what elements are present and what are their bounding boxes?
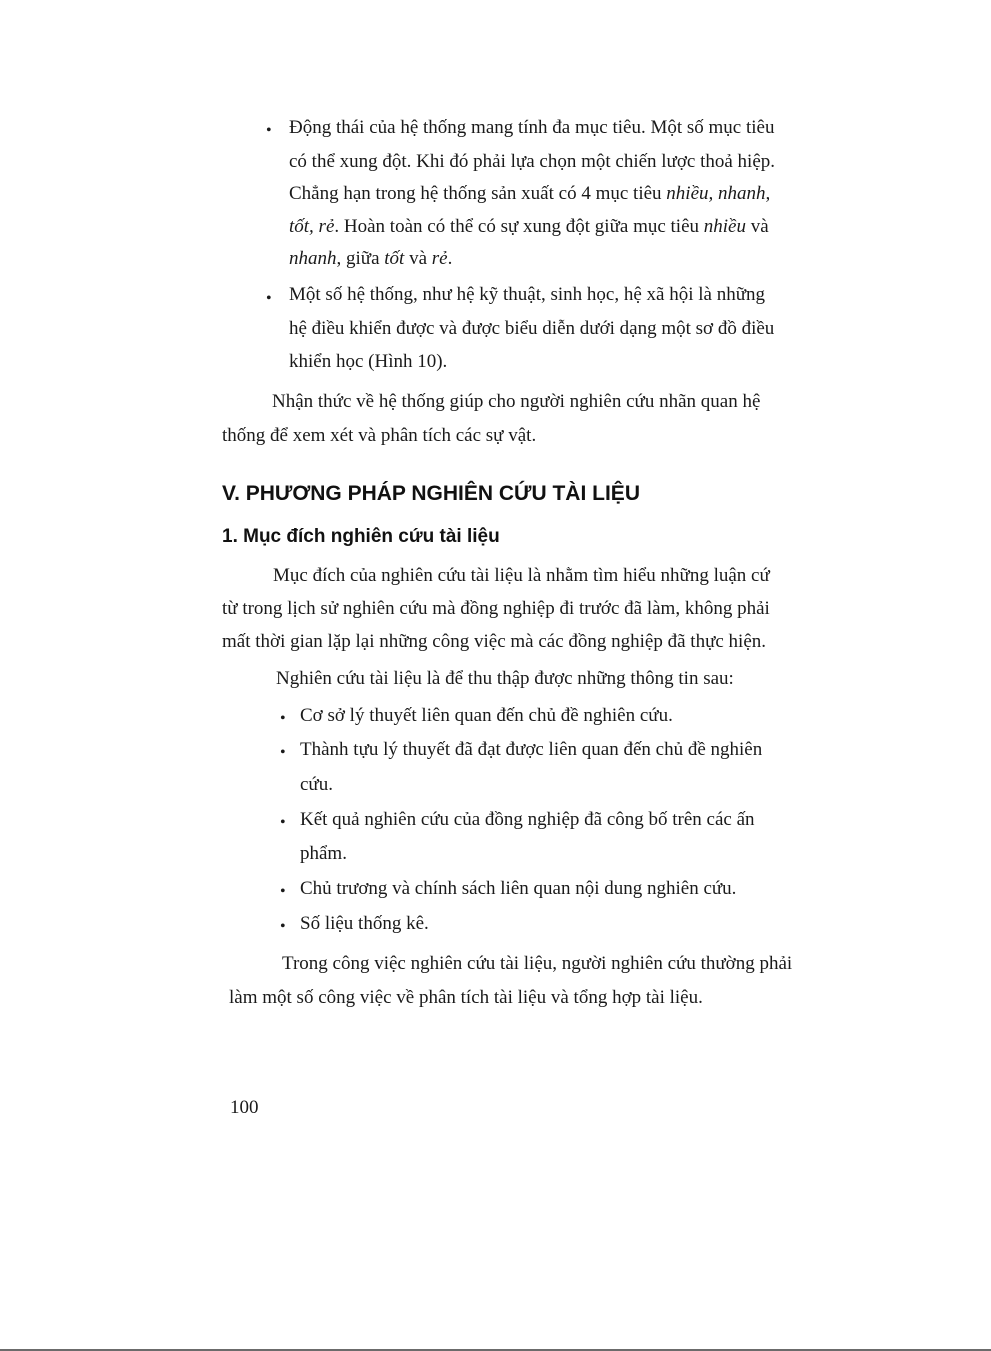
bullet-dot: • (280, 744, 286, 761)
bullet-dot: • (266, 122, 272, 139)
para3: Nghiên cứu tài liệu là để thu thập được những thông tin sau: (276, 668, 734, 689)
bullet-1-line-2: có thể xung đột. Khi đó phải lựa chọn một chiến lược thoả hiệp. (289, 151, 776, 172)
bullet-dot: • (280, 918, 286, 935)
bullet-1-line-1: Động thái của hệ thống mang tính đa mục tiêu. Một số mục tiêu (289, 117, 775, 138)
bullet-5-line-1: Kết quả nghiên cứu của đồng nghiệp đã công bố trên các ấn (300, 809, 755, 830)
bullet-dot: • (266, 290, 272, 307)
section-heading: V. PHƯƠNG PHÁP NGHIÊN CỨU TÀI LIỆU (222, 482, 640, 505)
page-number: 100 (230, 1097, 259, 1118)
bullet-1-line-5 (289, 246, 452, 272)
italic-run: tốt (384, 248, 405, 269)
text-run: . Hoàn toàn có thể có sự xung đột giữa mục tiêu (334, 216, 704, 237)
para1-line-1: Nhận thức về hệ thống giúp cho người nghiên cứu nhãn quan hệ (272, 391, 761, 412)
italic-run: tốt, rẻ (289, 216, 335, 237)
italic-run: nhiều (703, 216, 746, 237)
bullet-dot: • (280, 883, 286, 900)
bullet-7-line-1: Số liệu thống kê. (300, 913, 429, 934)
bullet-4-line-2: cứu. (300, 774, 333, 795)
bullet-2-line-1: Một số hệ thống, như hệ kỹ thuật, sinh học, hệ xã hội là những (289, 284, 766, 305)
text-run: và (404, 248, 432, 269)
bullet-2-line-3: khiển học (Hình 10). (289, 351, 448, 372)
bullet-5-line-2: phẩm. (300, 843, 347, 864)
bullet-1-line-4 (289, 214, 769, 240)
para1-line-2: thống để xem xét và phân tích các sự vật. (222, 425, 537, 446)
bullet-3-line-1: Cơ sở lý thuyết liên quan đến chủ đề nghiên cứu. (300, 705, 673, 726)
text-run: và (746, 216, 769, 237)
para4-line-2: làm một số công việc về phân tích tài liệu và tổng hợp tài liệu. (229, 987, 703, 1008)
bullet-1-line-3 (289, 181, 770, 207)
bullet-2-line-2: hệ điều khiển được và được biểu diễn dưới dạng một sơ đồ điều (289, 318, 775, 339)
italic-run: nhiều, nhanh, (666, 183, 771, 204)
text-run: . (447, 248, 453, 269)
para2-line-3: mất thời gian lặp lại những công việc mà các đồng nghiệp đã thực hiện. (222, 631, 767, 652)
text-run: , giữa (336, 248, 385, 269)
bullet-dot: • (280, 710, 286, 727)
subsection-heading: 1. Mục đích nghiên cứu tài liệu (222, 526, 500, 547)
bullet-6-line-1: Chủ trương và chính sách liên quan nội dung nghiên cứu. (300, 878, 737, 899)
italic-run: rẻ (431, 248, 448, 269)
bullet-dot: • (280, 814, 286, 831)
bullet-4-line-1: Thành tựu lý thuyết đã đạt được liên quan đến chủ đề nghiên (300, 739, 763, 760)
para2-line-2: từ trong lịch sử nghiên cứu mà đồng nghiệp đi trước đã làm, không phải (222, 598, 770, 619)
italic-run: nhanh (289, 248, 337, 269)
text-run: Chẳng hạn trong hệ thống sản xuất có 4 mục tiêu (289, 183, 667, 204)
para2-line-1: Mục đích của nghiên cứu tài liệu là nhằm tìm hiểu những luận cứ (273, 565, 770, 586)
para4-line-1: Trong công việc nghiên cứu tài liệu, người nghiên cứu thường phải (282, 953, 793, 974)
